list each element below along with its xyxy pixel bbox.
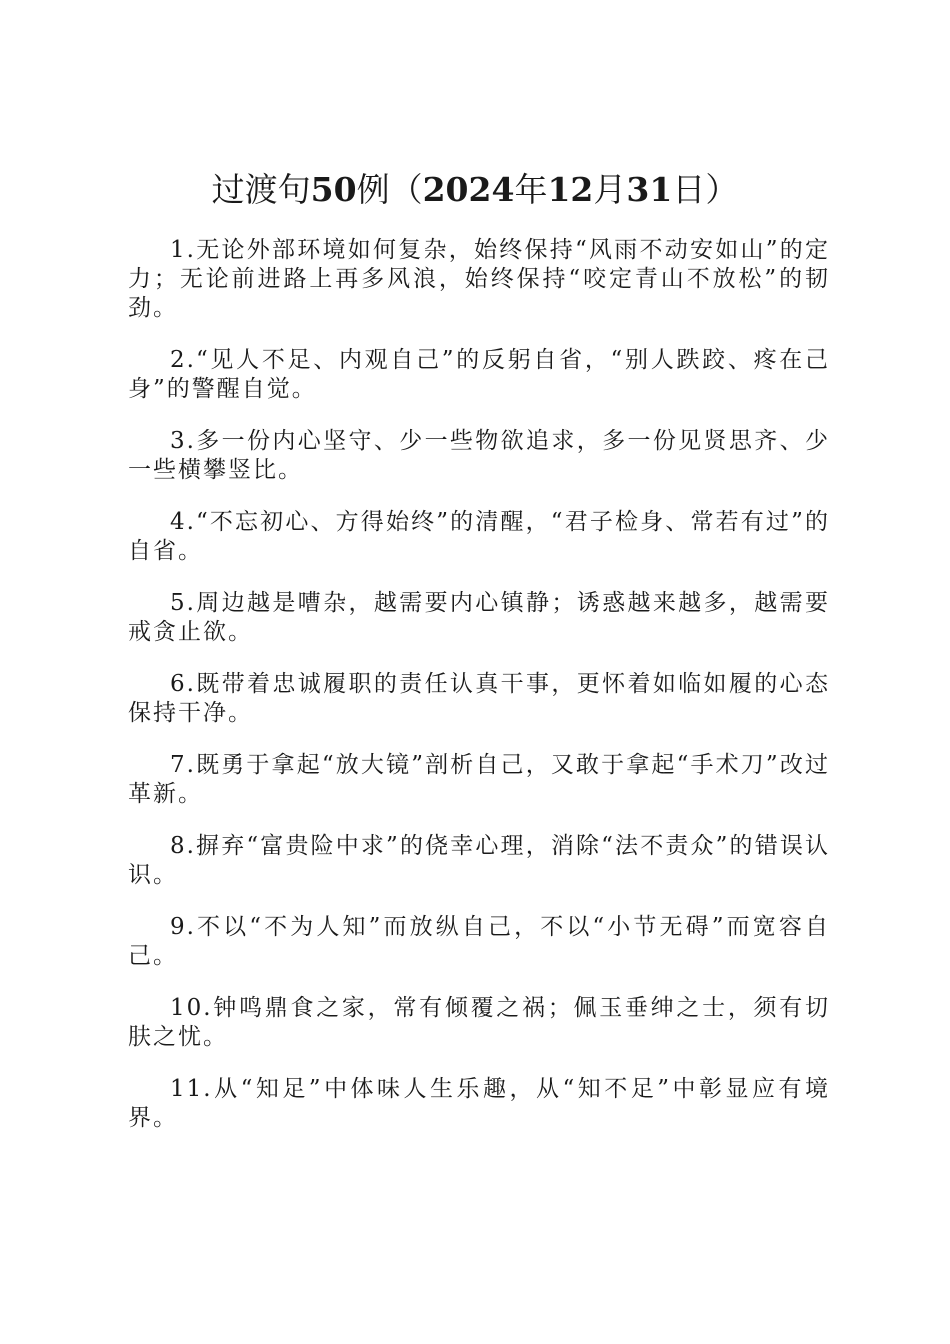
list-item: 2.“见人不足、内观自己”的反躬自省，“别人跌跤、疼在己身”的警醒自觉。 [128,347,830,402]
page-title [0,168,950,212]
sentence-list [128,236,830,1156]
title-day: 31 [626,170,673,209]
list-item: 8.摒弃“富贵险中求”的侥幸心理，消除“法不责众”的错误认识。 [128,833,830,888]
title-month: 12 [547,170,594,209]
title-text-2: 例（ [356,170,423,209]
title-text-year: 年 [514,170,548,209]
list-item: 6.既带着忠诚履职的责任认真干事，更怀着如临如履的心态保持干净。 [128,671,830,726]
title-text-month: 月 [593,170,627,209]
list-item: 10.钟鸣鼎食之家，常有倾覆之祸；佩玉垂绅之士，须有切肤之忧。 [128,995,830,1050]
list-item: 1.无论外部环境如何复杂，始终保持“风雨不动安如山”的定力；无论前进路上再多风浪，始终保持“咬定青山不放松”的韧劲。 [128,237,830,321]
list-item: 9.不以“不为人知”而放纵自己，不以“小节无碍”而宽容自己。 [128,914,830,969]
list-item: 3.多一份内心坚守、少一些物欲追求，多一份见贤思齐、少一些横攀竖比。 [128,428,830,483]
title-year: 2024 [422,170,515,209]
list-item: 4.“不忘初心、方得始终”的清醒，“君子检身、常若有过”的自省。 [128,509,830,564]
title-text-day: 日） [672,170,739,209]
title-number-count: 50 [310,170,357,209]
list-item: 5.周边越是嘈杂，越需要内心镇静；诱惑越来越多，越需要戒贪止欲。 [128,590,830,645]
list-item: 11.从“知足”中体味人生乐趣，从“知不足”中彰显应有境界。 [128,1076,830,1131]
list-item: 7.既勇于拿起“放大镜”剖析自己，又敢于拿起“手术刀”改过革新。 [128,752,830,807]
title-text-1: 过渡句 [211,170,311,209]
